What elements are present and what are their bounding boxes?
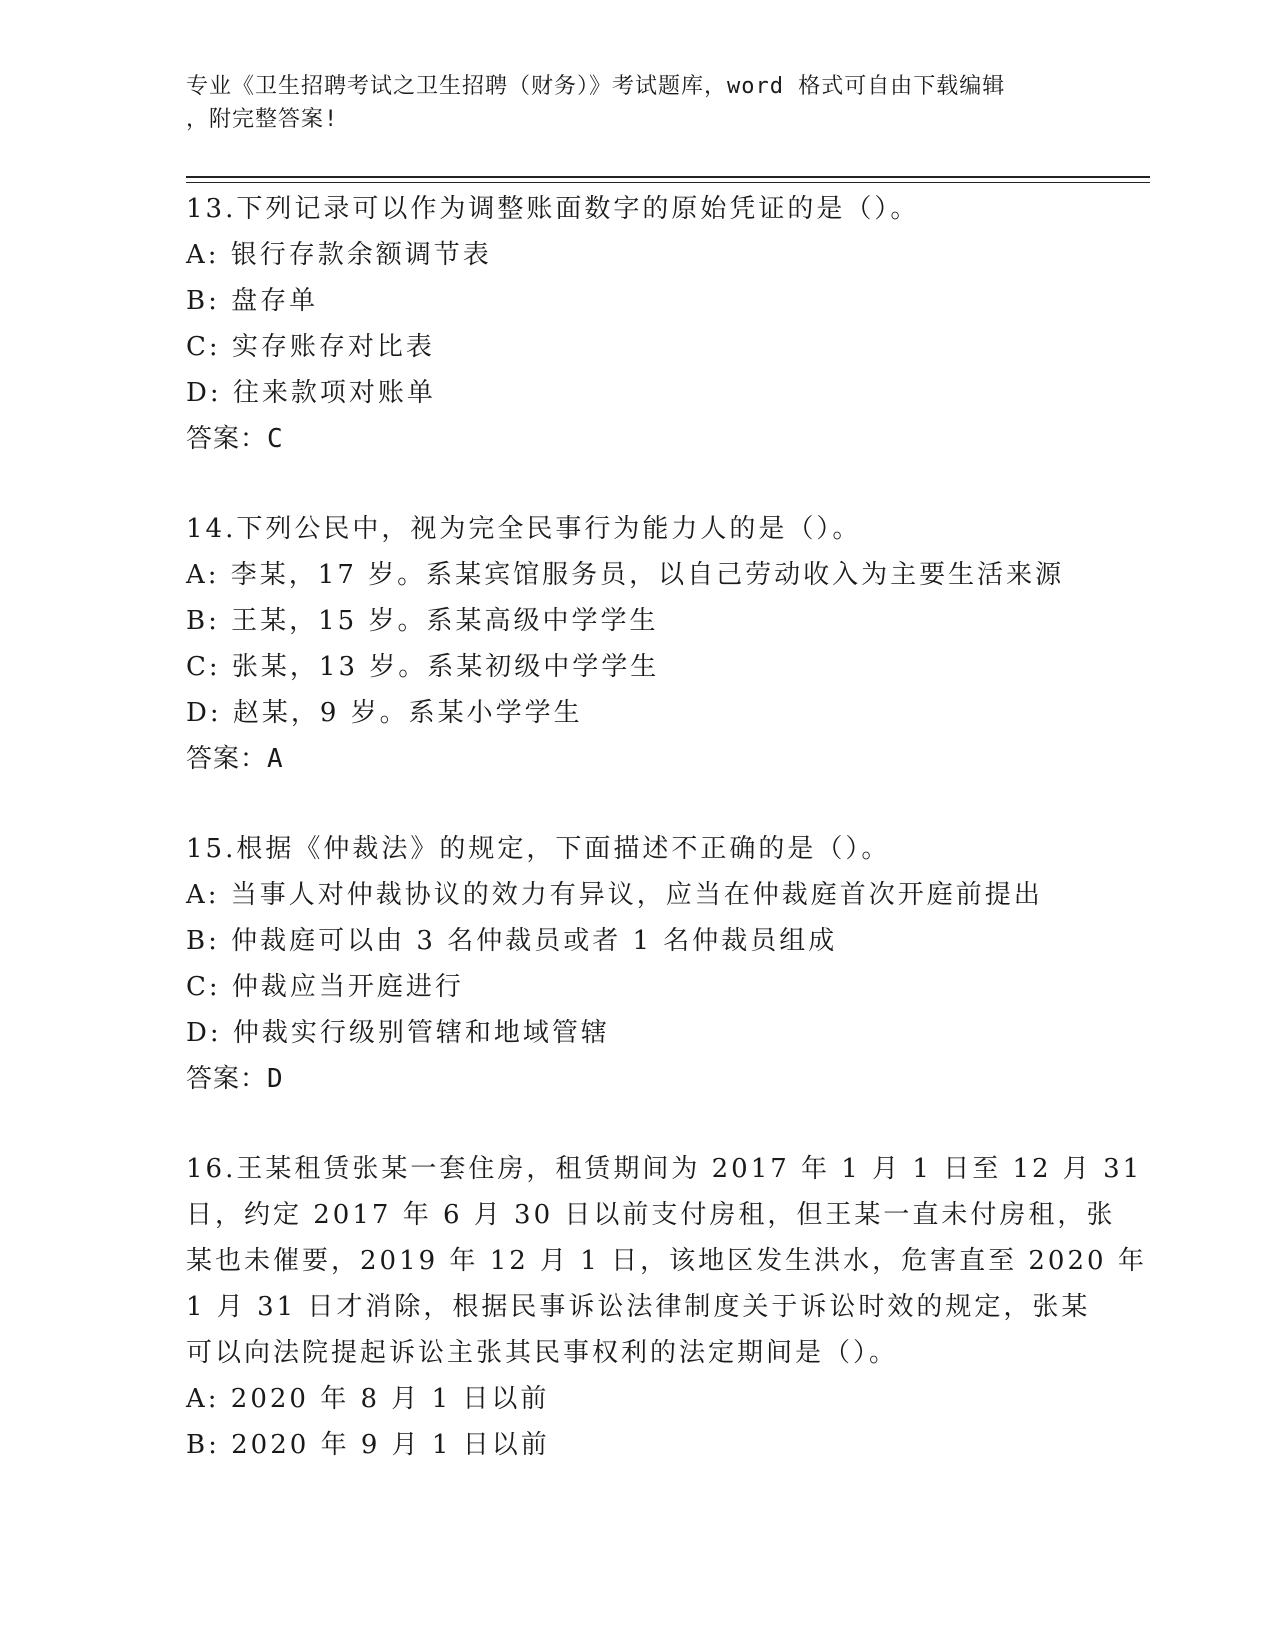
document-header [186, 70, 1066, 136]
question-stem: 13.下列记录可以作为调整账面数字的原始凭证的是（）。 [186, 194, 920, 224]
question-list [186, 186, 1147, 1468]
answer-label: 答案：A [186, 744, 284, 774]
header-divider-thick [186, 176, 1150, 178]
option-b: B: 2020 年 9 月 1 日以前 [186, 1430, 550, 1460]
question-stem: 14.下列公民中，视为完全民事行为能力人的是（）。 [186, 514, 862, 544]
header-line-1: 专业《卫生招聘考试之卫生招聘（财务）》考试题库，word 格式可自由下载编辑 [186, 74, 1006, 99]
question-stem-line: 16.王某租赁张某一套住房，租赁期间为 2017 年 1 月 1 日至 12 月 31 [186, 1154, 1143, 1184]
answer-label: 答案：D [186, 1064, 284, 1094]
option-d: D: 赵某，9 岁。系某小学学生 [186, 698, 583, 728]
question-stem-line: 1 月 31 日才消除，根据民事诉讼法律制度关于诉讼时效的规定，张某 [186, 1292, 1091, 1322]
spacer [186, 462, 1066, 506]
option-d: D: 仲裁实行级别管辖和地域管辖 [186, 1018, 610, 1048]
question-stem-line: 某也未催要，2019 年 12 月 1 日，该地区发生洪水，危害直至 2020 年 [186, 1246, 1147, 1276]
question-stem: 15.根据《仲裁法》的规定，下面描述不正确的是（）。 [186, 834, 891, 864]
question-15 [186, 826, 1066, 1102]
option-a: A: 李某，17 岁。系某宾馆服务员，以自己劳动收入为主要生活来源 [186, 560, 1065, 590]
option-a: A: 当事人对仲裁协议的效力有异议，应当在仲裁庭首次开庭前提出 [186, 880, 1043, 910]
answer-label: 答案：C [186, 424, 284, 454]
spacer [186, 782, 1066, 826]
option-b: B: 盘存单 [186, 286, 319, 316]
spacer [186, 1102, 1066, 1146]
option-c: C: 张某，13 岁。系某初级中学学生 [186, 652, 660, 682]
option-d: D: 往来款项对账单 [186, 378, 436, 408]
question-14 [186, 506, 1066, 782]
header-line-2: ，附完整答案! [186, 107, 339, 132]
question-13 [186, 186, 1066, 462]
option-a: A: 2020 年 8 月 1 日以前 [186, 1384, 550, 1414]
option-c: C: 仲裁应当开庭进行 [186, 972, 464, 1002]
option-b: B: 王某，15 岁。系某高级中学学生 [186, 606, 659, 636]
question-stem-line: 日，约定 2017 年 6 月 30 日以前支付房租，但王某一直未付房租，张 [186, 1200, 1116, 1230]
option-b: B: 仲裁庭可以由 3 名仲裁员或者 1 名仲裁员组成 [186, 926, 838, 956]
question-16 [186, 1146, 1147, 1468]
question-stem-line: 可以向法院提起诉讼主张其民事权利的法定期间是（）。 [186, 1338, 899, 1368]
option-a: A: 银行存款余额调节表 [186, 240, 492, 270]
header-divider-thin [186, 182, 1150, 183]
option-c: C: 实存账存对比表 [186, 332, 435, 362]
